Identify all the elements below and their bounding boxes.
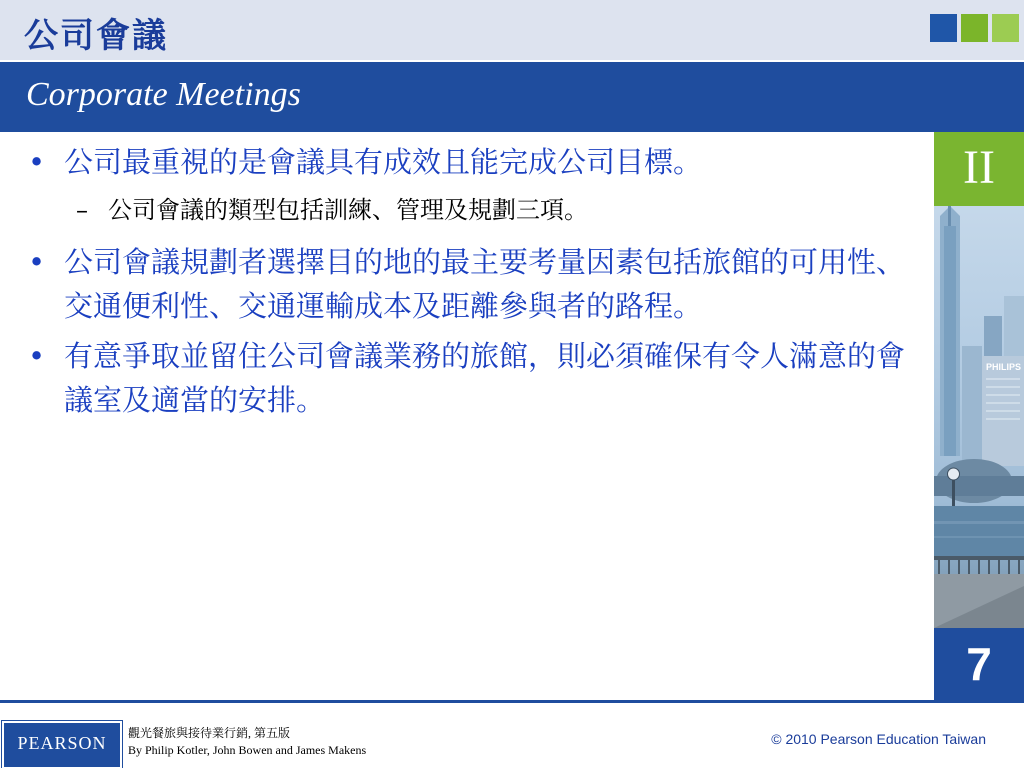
pearson-logo-text: PEARSON [17, 733, 107, 753]
bullet-dot: • [28, 245, 46, 279]
part-box [934, 132, 1024, 206]
bullet-dot: • [28, 339, 46, 373]
bullet-item [24, 140, 924, 184]
slide-content [24, 140, 924, 428]
chapter-box [934, 628, 1024, 700]
sub-bullet-item [24, 190, 924, 230]
book-title: 觀光餐旅與接待業行銷, 第五版 [128, 726, 291, 740]
green-square [961, 14, 988, 42]
copyright-notice: © 2010 Pearson Education Taiwan [771, 731, 986, 747]
bullet-text: 公司最重視的是會議具有成效且能完成公司目標。 [64, 145, 703, 179]
bullet-item [24, 334, 924, 422]
part-label: II [963, 141, 995, 194]
chinese-title: 公司會議 [24, 16, 168, 56]
light-green-square [992, 14, 1019, 42]
chapter-number: 7 [966, 638, 992, 690]
book-info [128, 725, 366, 759]
bullet-item [24, 240, 924, 328]
right-sidebar [934, 132, 1024, 700]
skyline-illustration [934, 206, 1024, 628]
philips-sign: PHILIPS [986, 362, 1022, 372]
footer [0, 703, 1024, 768]
english-title: Corporate Meetings [26, 76, 301, 113]
decorative-squares [930, 14, 1019, 42]
city-skyline-photo [934, 206, 1024, 628]
header-strip [0, 0, 1024, 60]
bullet-text: 公司會議規劃者選擇目的地的最主要考量因素包括旅館的可用性、交通便利性、交通運輸成本及距離參與者的路程。 [64, 245, 906, 323]
book-authors: By Philip Kotler, John Bowen and James Makens [128, 743, 367, 757]
dash-marker: – [76, 196, 88, 224]
title-bar [0, 62, 1024, 132]
pearson-logo [2, 721, 122, 768]
blue-square [930, 14, 957, 42]
sub-bullet-text: 公司會議的類型包括訓練、管理及規劃三項。 [108, 196, 588, 224]
bullet-dot: • [28, 145, 46, 179]
bullet-text: 有意爭取並留住公司會議業務的旅館，則必須確保有令人滿意的會議室及適當的安排。 [64, 339, 906, 417]
